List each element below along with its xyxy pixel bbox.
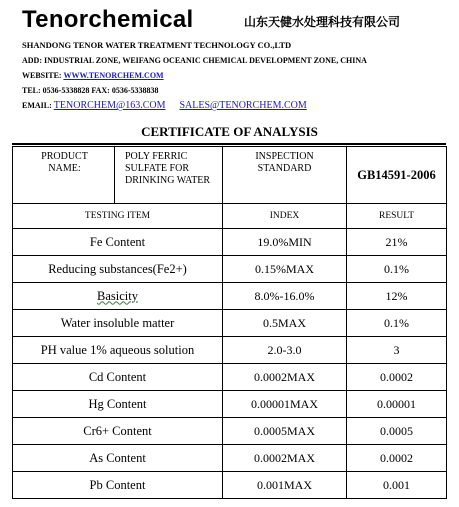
testing-item: Water insoluble matter bbox=[13, 310, 223, 337]
testing-item: Cr6+ Content bbox=[13, 418, 223, 445]
index-value: 0.5MAX bbox=[223, 310, 347, 337]
table-row bbox=[13, 337, 447, 364]
product-cell bbox=[13, 147, 223, 204]
index-value: 19.0%MIN bbox=[223, 229, 347, 256]
company-name: SHANDONG TENOR WATER TREATMENT TECHNOLOGY CO.,LTD bbox=[22, 40, 292, 50]
result-value: 0.00001 bbox=[347, 391, 447, 418]
index-value: 0.15%MAX bbox=[223, 256, 347, 283]
table-row bbox=[13, 391, 447, 418]
result-header: RESULT bbox=[347, 204, 447, 229]
table-row bbox=[13, 445, 447, 472]
letterhead bbox=[22, 6, 442, 111]
result-value: 0.1% bbox=[347, 310, 447, 337]
index-value: 0.001MAX bbox=[223, 472, 347, 499]
email-label: EMAIL: bbox=[22, 101, 54, 110]
result-value: 21% bbox=[347, 229, 447, 256]
index-header: INDEX bbox=[223, 204, 347, 229]
product-header-row bbox=[13, 147, 447, 204]
inspection-standard-label: INSPECTION STANDARD bbox=[223, 147, 347, 204]
result-value: 0.1% bbox=[347, 256, 447, 283]
table-row bbox=[13, 256, 447, 283]
testing-item: Fe Content bbox=[13, 229, 223, 256]
product-label: PRODUCT NAME: bbox=[41, 151, 88, 174]
column-header-row bbox=[13, 204, 447, 229]
company-logo: Tenorchemical bbox=[22, 6, 194, 33]
table-row bbox=[13, 310, 447, 337]
email-link-sales[interactable]: SALES@TENORCHEM.COM bbox=[179, 100, 307, 111]
basicity-label: Basicity bbox=[97, 288, 138, 303]
website-link[interactable]: WWW.TENORCHEM.COM bbox=[63, 71, 164, 80]
result-value: 0.0005 bbox=[347, 418, 447, 445]
index-value: 8.0%-16.0% bbox=[223, 283, 347, 310]
testing-item bbox=[13, 283, 223, 310]
testing-item: Reducing substances(Fe2+) bbox=[13, 256, 223, 283]
testing-item: As Content bbox=[13, 445, 223, 472]
email-line bbox=[22, 100, 442, 111]
tel-fax-line: TEL: 0536-5338828 FAX: 0536-5338838 bbox=[22, 86, 159, 95]
title-divider bbox=[12, 143, 446, 145]
result-value: 0.0002 bbox=[347, 364, 447, 391]
table-row bbox=[13, 364, 447, 391]
email-link-primary[interactable]: TENORCHEM@163.COM bbox=[53, 100, 166, 111]
testing-item: Cd Content bbox=[13, 364, 223, 391]
testing-item: Pb Content bbox=[13, 472, 223, 499]
website-line bbox=[22, 70, 442, 81]
result-value: 0.0002 bbox=[347, 445, 447, 472]
index-value: 2.0-3.0 bbox=[223, 337, 347, 364]
index-value: 0.00001MAX bbox=[223, 391, 347, 418]
product-name: POLY FERRIC SULFATE FOR DRINKING WATER bbox=[115, 147, 221, 203]
table-row bbox=[13, 472, 447, 499]
testing-item: Hg Content bbox=[13, 391, 223, 418]
index-value: 0.0002MAX bbox=[223, 445, 347, 472]
index-value: 0.0002MAX bbox=[223, 364, 347, 391]
table-row bbox=[13, 229, 447, 256]
table-row bbox=[13, 283, 447, 310]
table-row bbox=[13, 418, 447, 445]
company-name-chinese: 山东天健水处理科技有限公司 bbox=[244, 15, 401, 29]
testing-item: PH value 1% aqueous solution bbox=[13, 337, 223, 364]
website-label: WEBSITE: bbox=[22, 71, 64, 80]
testing-item-header: TESTING ITEM bbox=[13, 204, 223, 229]
result-value: 12% bbox=[347, 283, 447, 310]
certificate-title: CERTIFICATE OF ANALYSIS bbox=[141, 124, 318, 139]
brand-row bbox=[22, 6, 442, 36]
address-line: ADD: INDUSTRIAL ZONE, WEIFANG OCEANIC CHEMICAL DEVELOPMENT ZONE, CHINA bbox=[22, 56, 367, 65]
standard-number: GB14591-2006 bbox=[347, 147, 447, 204]
result-value: 3 bbox=[347, 337, 447, 364]
analysis-table bbox=[12, 146, 447, 499]
result-value: 0.001 bbox=[347, 472, 447, 499]
index-value: 0.0005MAX bbox=[223, 418, 347, 445]
